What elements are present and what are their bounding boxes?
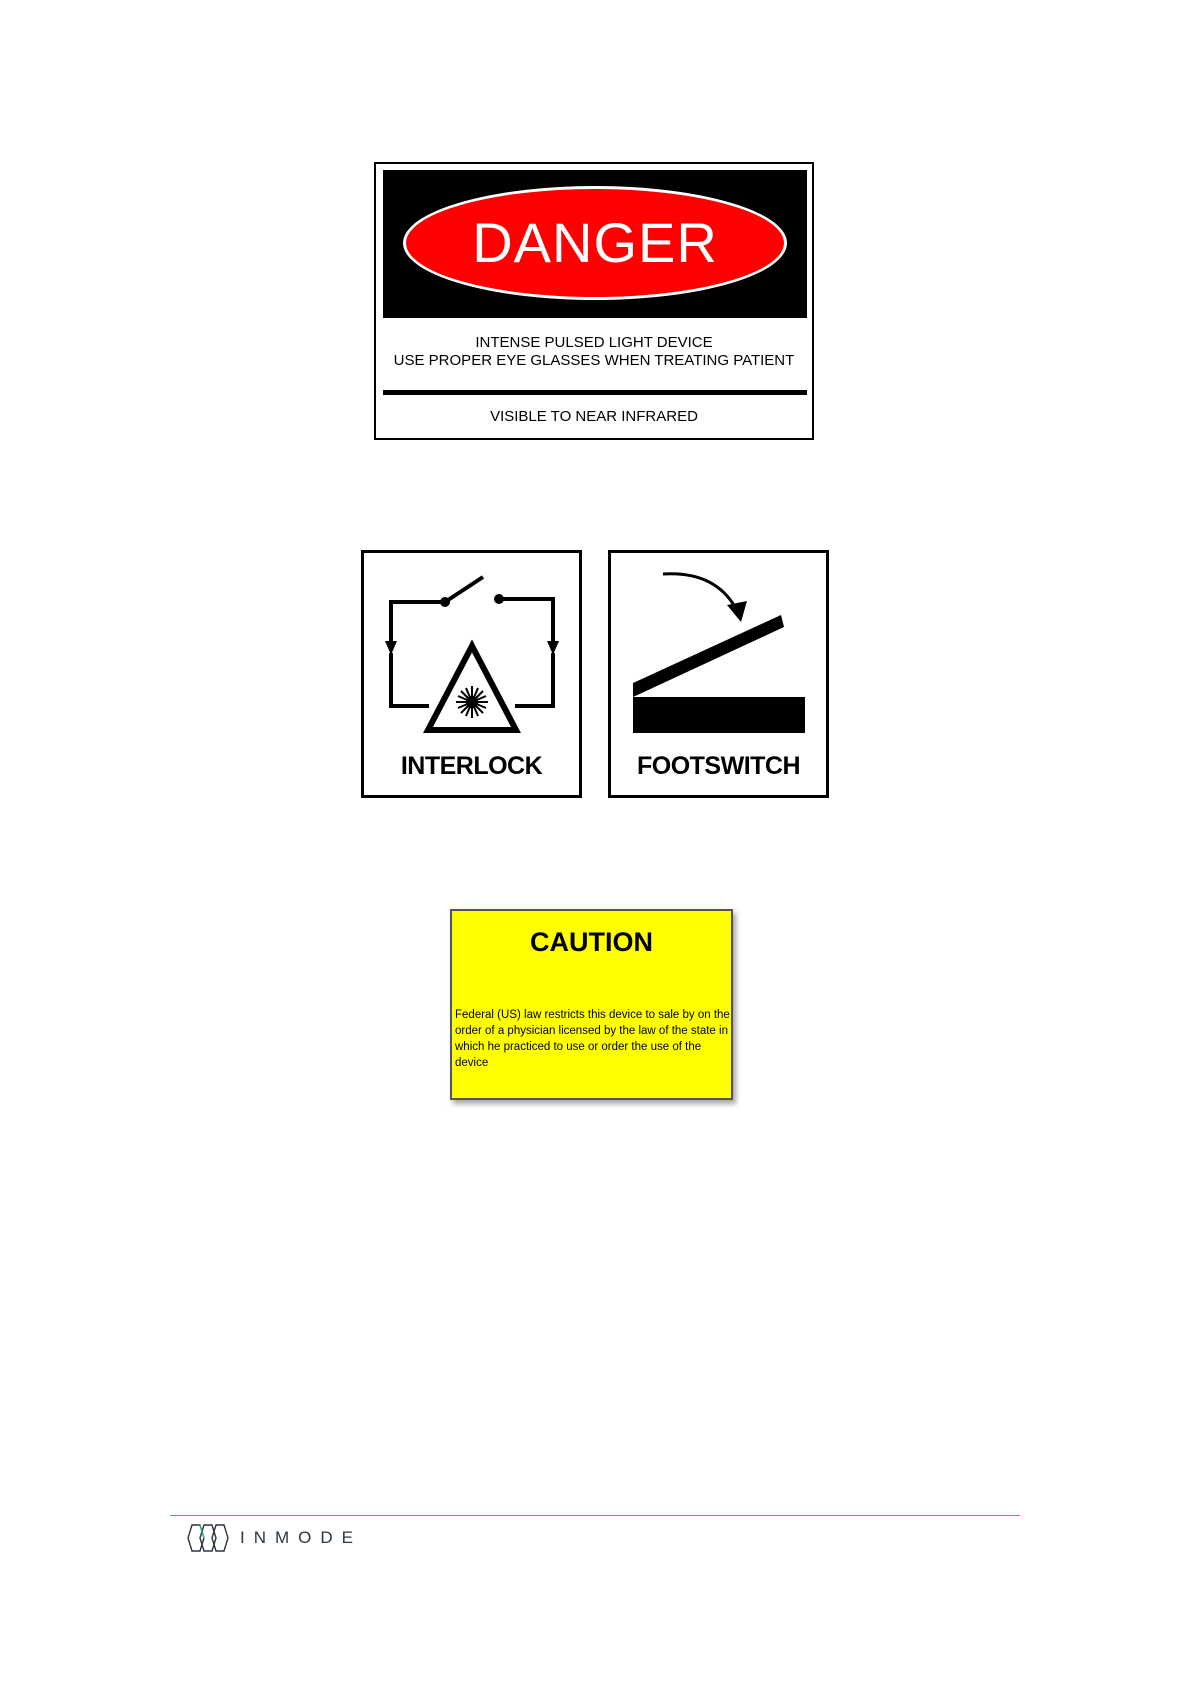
caution-label [450,909,733,1100]
inmode-logo-text: INMODE [240,1528,362,1547]
footer-divider [170,1515,1020,1516]
danger-oval [403,186,787,300]
inmode-logo [184,1522,362,1554]
danger-header [383,170,807,318]
interlock-label: INTERLOCK [400,752,543,780]
footswitch-symbol [608,550,829,798]
interlock-symbol [361,550,582,798]
danger-device-text: INTENSE PULSED LIGHT DEVICE [475,334,713,351]
danger-title: DANGER [472,211,718,274]
caution-title: CAUTION [530,927,653,957]
danger-label [374,162,814,440]
danger-spectrum-text: VISIBLE TO NEAR INFRARED [490,408,698,425]
danger-eyewear-text: USE PROPER EYE GLASSES WHEN TREATING PATIENT [393,352,795,369]
inmode-logo-icon [184,1523,232,1553]
caution-body-text: Federal (US) law restricts this device to sale by on the order of a physician licensed by the law of the state in which he practiced to use or order the use of the device [455,1009,730,1069]
footswitch-label: FOOTSWITCH [636,752,801,780]
danger-divider [383,390,807,395]
